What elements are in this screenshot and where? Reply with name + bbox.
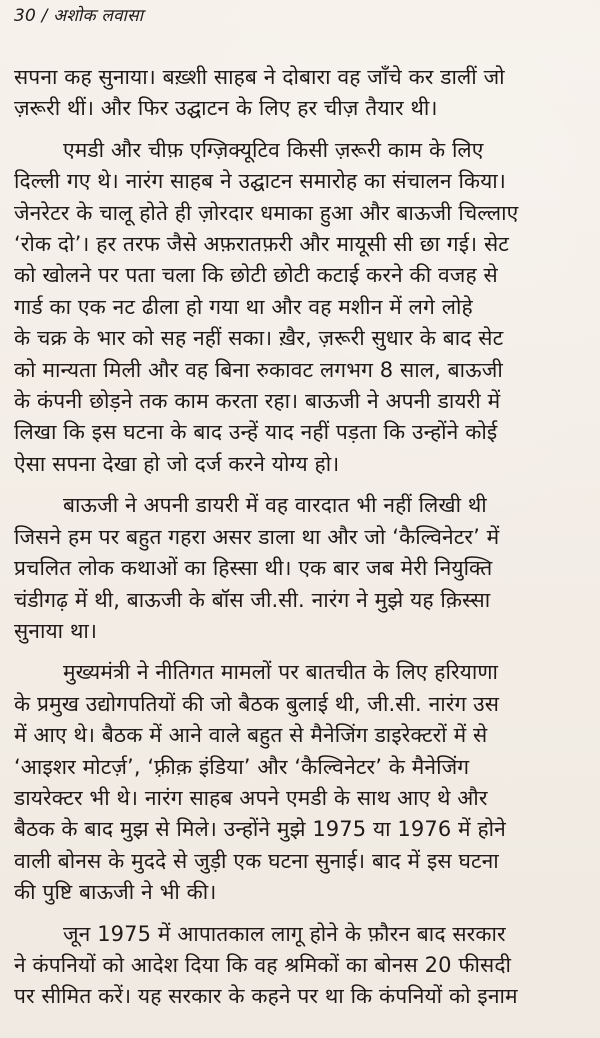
text-line: एमडी और चीफ़ एग्ज़िक्यूटिव किसी ज़रूरी काम के लिए	[63, 137, 484, 162]
paragraph-5	[14, 919, 590, 1013]
text-line: बैठक के बाद मुझ से मिले। उन्होंने मुझे 1975 या 1976 में होने	[14, 817, 506, 842]
text-line: जून 1975 में आपातकाल लागू होने के फ़ौरन बाद सरकार	[63, 921, 506, 946]
text-line: ‘रोक दो’। हर तरफ जैसे अफ़रातफ़री और मायूसी सी छा गई। सेट	[14, 232, 509, 257]
text-line: वाली बोनस के मुददे से जुड़ी एक घटना सुनाई। बाद में इस घटना	[14, 848, 499, 873]
text-line: डायरेक्टर भी थे। नारंग साहब अपने एमडी के साथ आए थे और	[14, 785, 488, 810]
text-line: सुनाया था।	[14, 618, 98, 643]
text-line: लिखा कि इस घटना के बाद उन्हें याद नहीं पड़ता कि उन्होंने कोई	[14, 420, 498, 445]
text-line: दिल्ली गए थे। नारंग साहब ने उद्घाटन समारोह का संचालन किया।	[14, 169, 506, 194]
text-line: जिसने हम पर बहुत गहरा असर डाला था और जो ‘कैल्विनेटर’ में	[14, 524, 500, 549]
text-line: के चक्र के भार को सह नहीं सका। ख़ैर, ज़रूरी सुधार के बाद सेट	[14, 326, 504, 351]
text-line: की पुष्टि बाऊजी ने भी की।	[14, 880, 217, 905]
text-line: के प्रमुख उद्योगपतियों की जो बैठक बुलाई थी, जी.सी. नारंग उस	[14, 691, 500, 716]
text-line: गार्ड का एक नट ढीला हो गया था और वह मशीन में लगे लोहे	[14, 294, 473, 319]
text-line: को मान्यता मिली और वह बिना रुकावट लगभग 8 साल, बाऊजी	[14, 357, 503, 382]
text-line: चंडीगढ़ में थी, बाऊजी के बॉस जी.सी. नारंग ने मुझे यह क़िस्सा	[14, 587, 491, 612]
text-line: ऐसा सपना देखा हो जो दर्ज करने योग्य हो।	[14, 451, 340, 476]
text-line: प्रचलित लोक कथाओं का हिस्सा थी। एक बार जब मेरी नियुक्ति	[14, 556, 493, 581]
text-line: बाऊजी ने अपनी डायरी में वह वारदात भी नहीं लिखी थी	[63, 493, 487, 518]
running-head: 30 / अशोक लवासा	[14, 6, 144, 26]
text-line: सपना कह सुनाया। बख़्शी साहब ने दोबारा वह जाँचे कर डालीं जो	[14, 65, 505, 89]
paragraph-3	[14, 490, 590, 647]
text-line: के कंपनी छोड़ने तक काम करता रहा। बाऊजी ने अपनी डायरी में	[14, 389, 501, 414]
text-line: ज़रूरी थीं। और फिर उद्घाटन के लिए हर चीज़ तैयार थी।	[14, 96, 438, 121]
text-line: मुख्यमंत्री ने नीतिगत मामलों पर बातचीत के लिए हरियाणा	[63, 660, 499, 685]
paragraph-1	[14, 62, 590, 125]
page-body	[14, 62, 590, 1023]
text-line: ‘आइशर मोटर्ज़’, ‘फ़्रीक़ इंडिया’ और ‘कैल्विनेटर’ के मैनेजिंग	[14, 754, 470, 779]
paragraph-4	[14, 657, 590, 908]
text-line: में आए थे। बैठक में आने वाले बहुत से मैनेजिंग डाइरेक्टरों में से	[14, 723, 488, 748]
text-line: ने कंपनियों को आदेश दिया कि वह श्रमिकों का बोनस 20 फीसदी	[14, 952, 512, 977]
text-line: जेनरेटर के चालू होते ही ज़ोरदार धमाका हुआ और बाऊजी चिल्लाए	[14, 200, 519, 225]
paragraph-2	[14, 135, 590, 480]
text-line: को खोलने पर पता चला कि छोटी छोटी कटाई करने की वजह से	[14, 263, 498, 288]
text-line: पर सीमित करें। यह सरकार के कहने पर था कि कंपनियों को इनाम	[14, 984, 518, 1009]
